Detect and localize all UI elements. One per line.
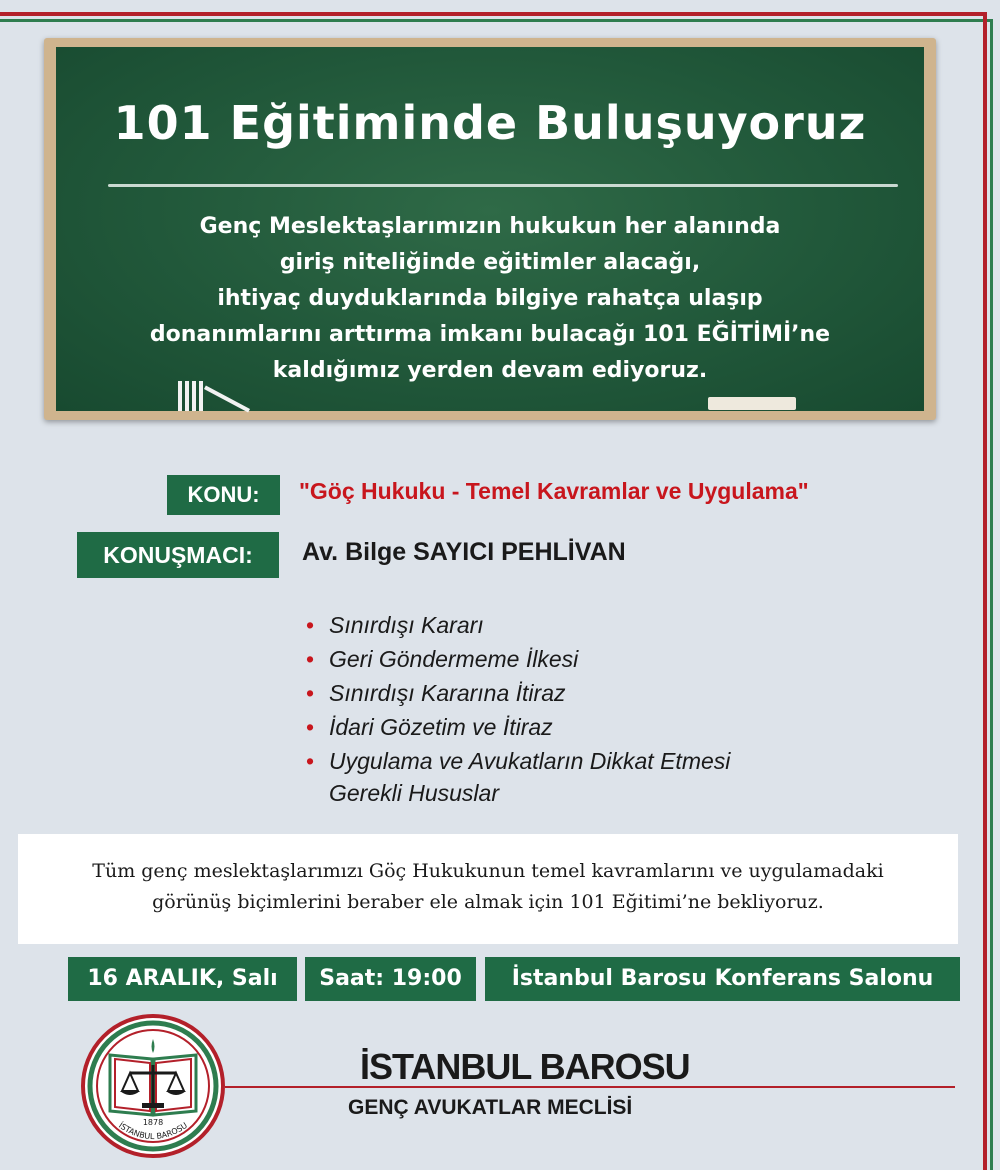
list-item: • Sınırdışı Kararı [304,608,730,642]
board-line: kaldığımız yerden devam ediyoruz. [272,358,708,383]
bullet-icon: • [306,646,315,672]
list-item: • İdari Gözetim ve İtiraz [304,710,730,744]
frame-green-right [990,19,993,1170]
logo-text: İSTANBUL BAROSU [117,1120,189,1142]
board-line: giriş niteliğinde eğitimler alacağı, [279,250,701,275]
board-line: Genç Meslektaşlarımızın hukukun her alanında [199,214,781,239]
list-item-continuation: Gerekli Hususlar [329,780,499,806]
chalk-underline [108,184,898,187]
bullet-icon: • [306,748,315,774]
speaker-label: KONUŞMACI: [77,532,279,578]
list-item: • Sınırdışı Kararına İtiraz [304,676,730,710]
board-title: 101 Eğitiminde Buluşuyoruz [113,96,867,150]
invitation-text: Tüm genç meslektaşlarımızı Göç Hukukunun temel kavramlarını ve uygulamadaki görünüş biçimlerini beraber ele almak için 101 Eğitimi’ne bekliyoruz. [92,860,884,913]
speaker-name: Av. Bilge SAYICI PEHLİVAN [302,538,626,566]
logo-year: 1878 [142,1118,164,1127]
org-subtitle: GENÇ AVUKATLAR MECLİSİ [348,1096,633,1119]
bullet-icon: • [306,612,315,638]
chalkboard [56,47,924,411]
list-item: • Geri Göndermeme İlkesi [304,642,730,676]
org-name: İSTANBUL BAROSU [360,1046,690,1087]
topic-value: "Göç Hukuku - Temel Kavramlar ve Uygulama" [299,478,809,504]
istanbul-barosu-logo [80,1013,226,1159]
topic-label: KONU: [167,475,280,515]
bullet-icon: • [306,680,315,706]
invitation-box [18,834,958,944]
topics-list [304,608,730,810]
frame-green-top [0,19,990,22]
eraser-icon [708,397,796,410]
board-line: ihtiyaç duyduklarında bilgiye rahatça ulaşıp [217,286,763,311]
board-description [76,209,904,389]
chalk-sticks-icon [178,381,206,415]
event-venue: İstanbul Barosu Konferans Salonu [485,957,960,1001]
event-time: Saat: 19:00 [305,957,476,1001]
bullet-icon: • [306,714,315,740]
frame-red-right [983,12,987,1170]
chalk-stick-icon [204,385,250,412]
chalkboard-frame [44,38,936,420]
board-line: donanımlarını arttırma imkanı bulacağı 101 EĞİTİMİ’ne [149,322,831,347]
list-item: • Uygulama ve Avukatların Dikkat Etmesi [304,744,730,778]
event-date: 16 ARALIK, Salı [68,957,297,1001]
frame-red-top [0,12,985,16]
